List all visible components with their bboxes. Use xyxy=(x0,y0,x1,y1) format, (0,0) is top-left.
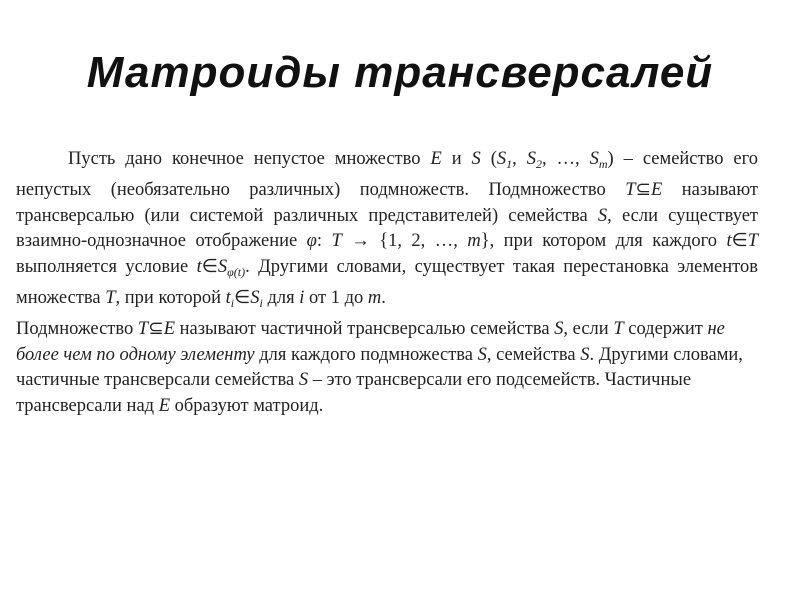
text: . xyxy=(381,287,386,308)
text: для xyxy=(262,287,300,308)
math-var: S xyxy=(250,287,260,308)
math-var: m xyxy=(367,287,382,308)
math-var: φ xyxy=(306,231,317,252)
math-var: S xyxy=(597,205,608,226)
math-var: E xyxy=(651,179,663,200)
math-var: T xyxy=(331,231,342,252)
text: {1, 2, …, xyxy=(379,231,468,252)
math-var: m xyxy=(467,231,481,252)
math-var: S xyxy=(217,257,228,278)
text: ) – семейство его непустых (необязательно различных) подмножеств. Подмножество xyxy=(16,149,758,200)
math-subscript: i xyxy=(230,295,235,310)
text: , xyxy=(512,149,527,169)
math-var: S xyxy=(526,149,536,169)
text: , при котором для каждого xyxy=(489,231,727,252)
text: } xyxy=(480,231,490,252)
text: , семейства xyxy=(486,344,581,365)
math-var: S xyxy=(496,149,507,169)
text: . Другими словами, существует такая перестановка элементов множества xyxy=(16,257,758,308)
math-var: i xyxy=(299,287,305,308)
text: и xyxy=(441,149,472,169)
math-symbol: ∈ xyxy=(201,257,218,278)
text: для каждого подмножества xyxy=(254,344,478,365)
math-var: E xyxy=(163,318,176,339)
math-var: t xyxy=(726,231,732,252)
math-subscript: i xyxy=(259,295,263,310)
math-subscript: φ(t) xyxy=(227,265,246,280)
text: , …, xyxy=(541,149,590,169)
text: от 1 до xyxy=(304,287,368,308)
math-symbol: ∈ xyxy=(234,287,251,308)
math-subscript: 1 xyxy=(506,157,513,171)
paragraph-definition-partial-transversal xyxy=(16,317,758,420)
text: Пусть дано конечное непустое множество xyxy=(68,149,431,169)
math-var: S xyxy=(554,318,564,339)
math-var: T xyxy=(613,318,624,339)
text: – это трансверсали его подсемейств. Частичные трансверсали над xyxy=(16,370,692,417)
math-var: S xyxy=(471,149,481,169)
slide-title: Матроиды трансверсалей xyxy=(86,48,714,97)
text: : xyxy=(316,231,332,252)
math-var: t xyxy=(225,287,231,308)
math-var: T xyxy=(625,179,636,200)
math-var: E xyxy=(158,396,171,417)
slide-body xyxy=(16,147,758,420)
text: , если xyxy=(563,318,614,339)
math-var: t xyxy=(196,257,202,278)
math-var: S xyxy=(477,344,487,365)
text: Подмножество xyxy=(16,318,138,339)
text: , если существует взаимно-однозначное отображение xyxy=(16,205,758,252)
math-subscript: m xyxy=(598,157,608,171)
text: содержит xyxy=(623,318,708,339)
text: называют частичной трансверсалью семейства xyxy=(175,318,555,339)
text: выполняется условие xyxy=(16,257,197,278)
math-var: T xyxy=(137,318,149,339)
math-var: E xyxy=(430,149,442,169)
math-symbol: ⊆ xyxy=(148,318,164,339)
text: образуют матроид. xyxy=(170,396,324,417)
math-var: T xyxy=(747,231,759,252)
math-var: T xyxy=(105,287,116,308)
math-subscript: 2 xyxy=(535,157,542,171)
math-var: S xyxy=(298,370,309,391)
math-var: S xyxy=(589,149,599,169)
math-symbol: ⊆ xyxy=(635,179,651,200)
text: , при которой xyxy=(115,287,226,308)
paragraph-definition-transversal xyxy=(16,147,758,317)
math-symbol: ∈ xyxy=(731,231,748,252)
text: ( xyxy=(480,149,497,169)
math-var: S xyxy=(580,344,590,365)
text: называют трансверсалью (или системой различных представителей) семейства xyxy=(16,179,758,226)
emphasis-text: не более чем по одному элементу xyxy=(16,318,725,365)
math-symbol: → xyxy=(341,231,380,252)
text: . Другими словами, частичные трансверсали семейства xyxy=(16,344,743,391)
